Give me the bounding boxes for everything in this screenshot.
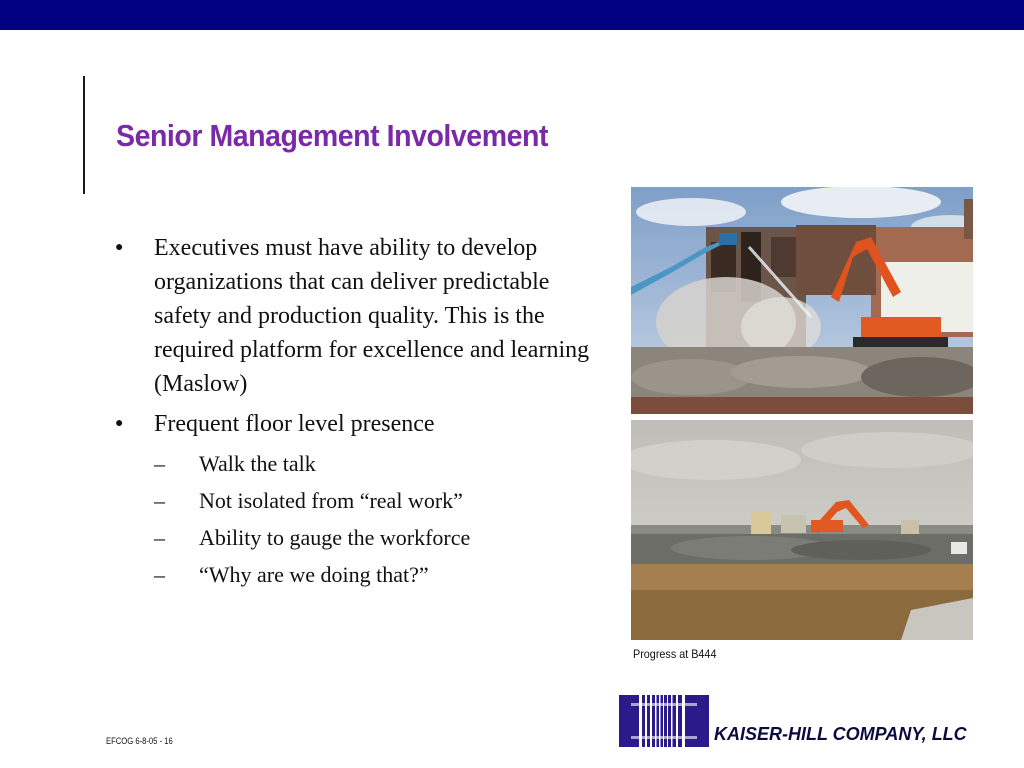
sub-bullet-item: [154, 519, 593, 556]
sub-bullet-text: Walk the talk: [199, 451, 316, 476]
company-name: KAISER-HILL COMPANY, LLC: [714, 724, 967, 744]
bullet-text: Frequent floor level presence: [154, 411, 435, 437]
slide-reference: EFCOG 6-8-05 - 16: [106, 736, 173, 746]
dash-icon: –: [154, 488, 165, 513]
demolition-photo-site: [631, 420, 973, 640]
sub-bullet-text: Not isolated from “real work”: [199, 488, 463, 513]
sub-bullet-list: [154, 445, 593, 593]
bullet-dot-icon: ●: [115, 416, 124, 431]
demolition-scene-illustration: [631, 187, 973, 414]
bullet-item: [113, 407, 593, 593]
sub-bullet-item: [154, 556, 593, 593]
kaiser-hill-logo: [619, 695, 709, 747]
dash-icon: –: [154, 451, 165, 476]
bullet-dot-icon: ●: [115, 240, 124, 255]
kh-logo-icon: [619, 695, 709, 747]
bullet-item: [113, 231, 593, 401]
bullet-text: Executives must have ability to develop organizations that can deliver predictable safety and production quality. This is the required platform for excellence and learning (Maslow): [154, 235, 590, 397]
sub-bullet-text: “Why are we doing that?”: [199, 562, 429, 587]
sub-bullet-item: [154, 482, 593, 519]
dash-icon: –: [154, 525, 165, 550]
photo-caption: Progress at B444: [633, 647, 717, 661]
header-band: [0, 0, 1024, 30]
sub-bullet-item: [154, 445, 593, 482]
bullet-list: [113, 231, 593, 599]
title-divider: [83, 76, 85, 194]
cleared-site-illustration: [631, 420, 973, 640]
sub-bullet-text: Ability to gauge the workforce: [199, 525, 471, 550]
dash-icon: –: [154, 562, 165, 587]
slide-title: Senior Management Involvement: [116, 118, 548, 153]
demolition-photo-building: [631, 187, 973, 414]
